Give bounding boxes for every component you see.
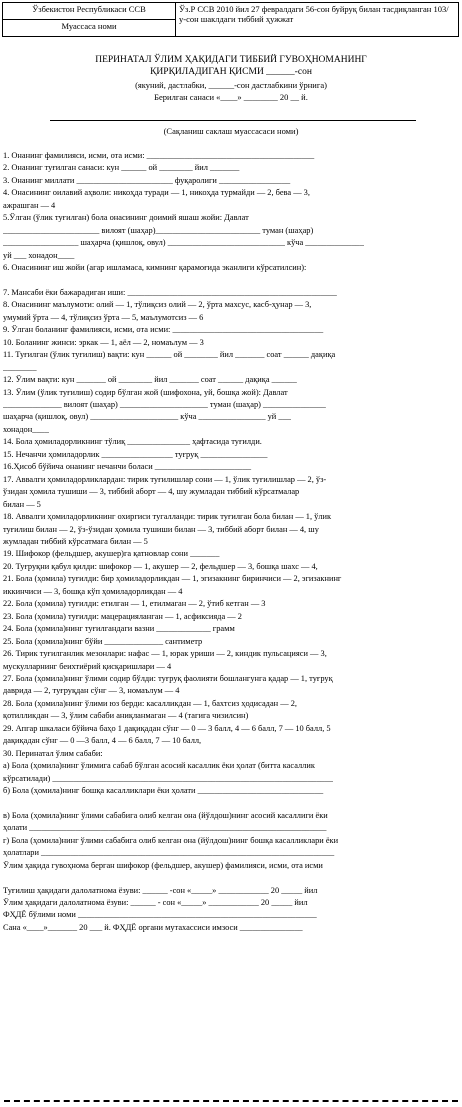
cut-line — [4, 1100, 458, 1102]
form-line: 17. Аввалги ҳомиладорликлардан: тирик туғилишлар сони — 1, ўлик туғилишлар — 2, ўз- — [3, 474, 327, 484]
form-line: __________________ шаҳарча (қишлоқ, овул) ____________________________ кўча ______________ — [3, 238, 364, 248]
form-line: 13. Ўлим (ўлик туғилиш) содир бўлган жой (шифохона, уй, бошқа жой): Давлат — [3, 387, 288, 397]
form-line: 15. Нечанчи ҳомиладорлик _________________ туғруқ ________________ — [3, 449, 268, 459]
form-line: кўрсатилади) ___________________________________________________________________ — [3, 773, 333, 783]
form-line: туғилиш билан — 2, ўз-ўзидан ҳомила тушиши билан — 3, тиббий аборт билан — 4, шу — [3, 524, 319, 534]
form-line: 12. Ўлим вақти: кун _______ ой ________ йил _______ соат ______ дақиқа ______ — [3, 375, 297, 385]
form-line: 23. Бола (ҳомила) туғилди: мацерацияланган — 1, асфиксияда — 2 — [3, 611, 242, 621]
form-line: 24. Бола (ҳомила)нинг туғилгандаги вазни _____________ грамм — [3, 624, 235, 634]
form-line: иккинчиси — 3, бошқа кўп ҳомиладорликдан — 4 — [3, 586, 183, 596]
form-line: 18. Аввалги ҳомиладорликнинг охиргиси тугалланди: тирик туғилган бола билан — 1, ўлик — [3, 512, 332, 521]
form-line: 10. Боланинг жинси: эркак — 1, аёл — 2, номаълум — 3 — [3, 337, 204, 347]
form-line: қотилликдан — 3, ўлим сабаби аниқланмаган — 4 (тагига чизилсин) — [3, 711, 249, 721]
form-line: 6. Онасининг иш жойи (агар ишламаса, кимнинг қарамоғида эканлиги кўрсатилсин): — [3, 263, 307, 273]
form-line: 5.Ўлган (ўлик туғилган) бола онасининг доимий яшаш жойи: Давлат — [3, 213, 249, 223]
form-line: 14. Бола ҳомиладорликнинг тўлиқ _______________ ҳафтасида туғилди. — [3, 437, 262, 447]
form-line: 27. Бола (ҳомила)нинг ўлими содир бўлди: туғруқ фаолияти бошлангунга қадар — 1, туғруқ — [3, 673, 333, 683]
form-line: 29. Апгар шкаласи бўйича баҳо 1 дақиқадан сўнг — 0 — 3 балл, 4 — 6 балл, 7 — 10 балл, 5 — [3, 723, 331, 733]
form-line: Сана «____»_______ 20 ___ й. ФҲДЁ органи мутахассиси имзоси _______________ — [3, 922, 303, 932]
form-line: 11. Туғилган (ўлик туғилиш) вақти: кун ______ ой ________ йил _______ соат ______ дақиқа — [3, 350, 336, 360]
form-line: дақиқадан сўнг — 0 —3 балл, 4 — 6 балл, 7 — 10 балл, — [3, 736, 202, 746]
header-table — [2, 2, 459, 37]
form-line: ҳолатлари ______________________________________________________________________ — [3, 848, 335, 858]
form-line: 20. Туғруқни қабул қилди: шифокор — 1, акушер — 2, фельдшер — 3, бошқа шахс — 4, — [3, 561, 318, 571]
form-line: _______________________ вилоят (шаҳар)_________________________ туман (шаҳар) — [3, 225, 314, 235]
form-line: 16.Ҳисоб бўйича онанинг нечанчи боласи _______________________ — [3, 462, 252, 472]
form-line: ________ — [3, 362, 37, 372]
form-line: 4. Онасининг оилавий аҳволи: никоҳда туради — 1, никоҳда турмайди — 2, бева — 3, — [3, 188, 310, 198]
form-line: 2. Онанинг туғилган санаси: кун ______ ой ________ йил _______ — [3, 163, 240, 173]
form-line: а) Бола (ҳомила)нинг ўлимига сабаб бўлган асосий касаллик ёки ҳолат (битта касаллик — [3, 761, 315, 770]
document-title-line2: ҚИРҚИЛАДИГАН ҚИСМИ ______-сон — [150, 67, 312, 77]
form-line: мускулларнинг беихтиёрий қисқаришлари — 4 — [3, 661, 172, 671]
form-line: ажрашган — 4 — [3, 200, 56, 210]
form-line: билан — 5 — [3, 499, 41, 509]
document-title-line1: ПЕРИНАТАЛ ЎЛИМ ҲАҚИДАГИ ТИББИЙ ГУВОҲНОМАНИНГ — [95, 55, 367, 65]
institution-name-cell: Муассаса номи — [3, 20, 176, 37]
form-line: даврида — 2, туғруқдан сўнг — 3, номаълум — 4 — [3, 686, 180, 696]
form-line: ўзидан ҳомила тушиши — 3, тиббий аборт — 4, шу жумладан тиббий кўрсатмалар — [3, 487, 300, 497]
form-line: 25. Бола (ҳомила)нинг бўйи ______________ сантиметр — [3, 636, 203, 646]
form-line: 26. Тирик туғилганлик мезонлари: нафас — 1, юрак уриши — 2, киндик пульсацияси — 3, — [3, 649, 327, 658]
form-line: 9. Ўлган боланинг фамилияси, исми, ота исми: ____________________________________ — [3, 325, 324, 335]
form-line: ФҲДЁ бўлими номи _________________________________________________________ — [3, 910, 317, 920]
form-line: ҳолати _______________________________________________________________________ — [3, 823, 327, 833]
form-line: 8. Онасининг маълумоти: олий — 1, тўлиқсиз олий — 2, ўрта махсус, касб-ҳунар — 3, — [3, 300, 312, 310]
ministry-cell: Ўзбекистон Республикаси ССВ — [3, 3, 176, 20]
storage-institution-rule — [50, 120, 416, 121]
form-line: 3. Онанинг миллати _______________________ фуқаролиги _________________ — [3, 175, 291, 185]
issue-date-line: Берилган санаси «____» ________ 20 __ й. — [154, 92, 308, 102]
form-line: шаҳарча (қишлоқ, овул) _____________________ кўча ________________ уй ___ — [3, 412, 291, 422]
certificate-type-note: (якуний, дастлабки, ______-сон дастлабкини ўрнига) — [135, 80, 327, 90]
form-line: 1. Онанинг фамилияси, исми, ота исми: ________________________________________ — [3, 151, 315, 160]
form-line: 22. Бола (ҳомила) туғилди: етилган — 1, етилмаган — 2, ўтиб кетган — 3 — [3, 599, 266, 609]
form-line: умумий ўрта — 4, тўлиқсиз ўрта — 5, маълумотсиз — 6 — [3, 312, 204, 322]
form-line: б) Бола (ҳомила)нинг бошқа касалликлари ёки ҳолати ______________________________ — [3, 785, 324, 795]
form-line: в) Бола (ҳомила)нинг ўлими сабабига олиб келган она (йўлдош)нинг асосий касаллиги ёки — [3, 810, 328, 820]
storage-institution-caption: (Сақланиш саклаш муассасаси номи) — [163, 126, 299, 136]
form-line: 7. Мансаби ёки бажарадиган иши: __________________________________________________ — [3, 287, 337, 297]
form-line: хонадон____ — [3, 424, 49, 434]
order-reference-cell: Ўз.Р ССВ 2010 йил 27 февралдаги 56-сон буйруқ билан тасдиқланган 103/у-сон шаклдаги тиббий ҳужжат — [176, 3, 459, 37]
form-line: жумладан тиббий кўрсатмага билан — 5 — [3, 537, 148, 546]
form-line: 28. Бола (ҳомила)нинг ўлими юз берди: касалликдан — 1, бахтсиз ҳодисадан — 2, — [3, 698, 297, 708]
form-line: ______________ вилоят (шаҳар) _____________________ туман (шаҳар) _______________ — [3, 400, 326, 409]
form-line: 19. Шифокор (фельдшер, акушер)га қатновлар сони _______ — [3, 549, 220, 559]
form-line: Туғилиш ҳақидаги далолатнома ёзуви: ______ -сон «_____» ____________ 20 _____ йил — [3, 885, 318, 895]
form-line: Ўлим ҳақида гувоҳнома берган шифокор (фельдшер, акушер) фамилияси, исми, ота исми — [3, 860, 323, 870]
form-line: 21. Бола (ҳомила) туғилди: бир ҳомиладорликдан — 1, эгизакнинг биринчиси — 2, эгизакнинг — [3, 574, 342, 584]
form-line: 30. Перинатал ўлим сабаби: — [3, 748, 103, 758]
form-line: г) Бола (ҳомила)нинг ўлими сабабига олиб келган она (йўлдош)нинг бошқа касалликлари ёки — [3, 835, 339, 845]
form-line: Ўлим ҳақидаги далолатнома ёзуви: ______ - сон «_____» ____________ 20 _____ йил — [3, 898, 308, 907]
form-line: уй ___ хонадон____ — [3, 250, 75, 260]
